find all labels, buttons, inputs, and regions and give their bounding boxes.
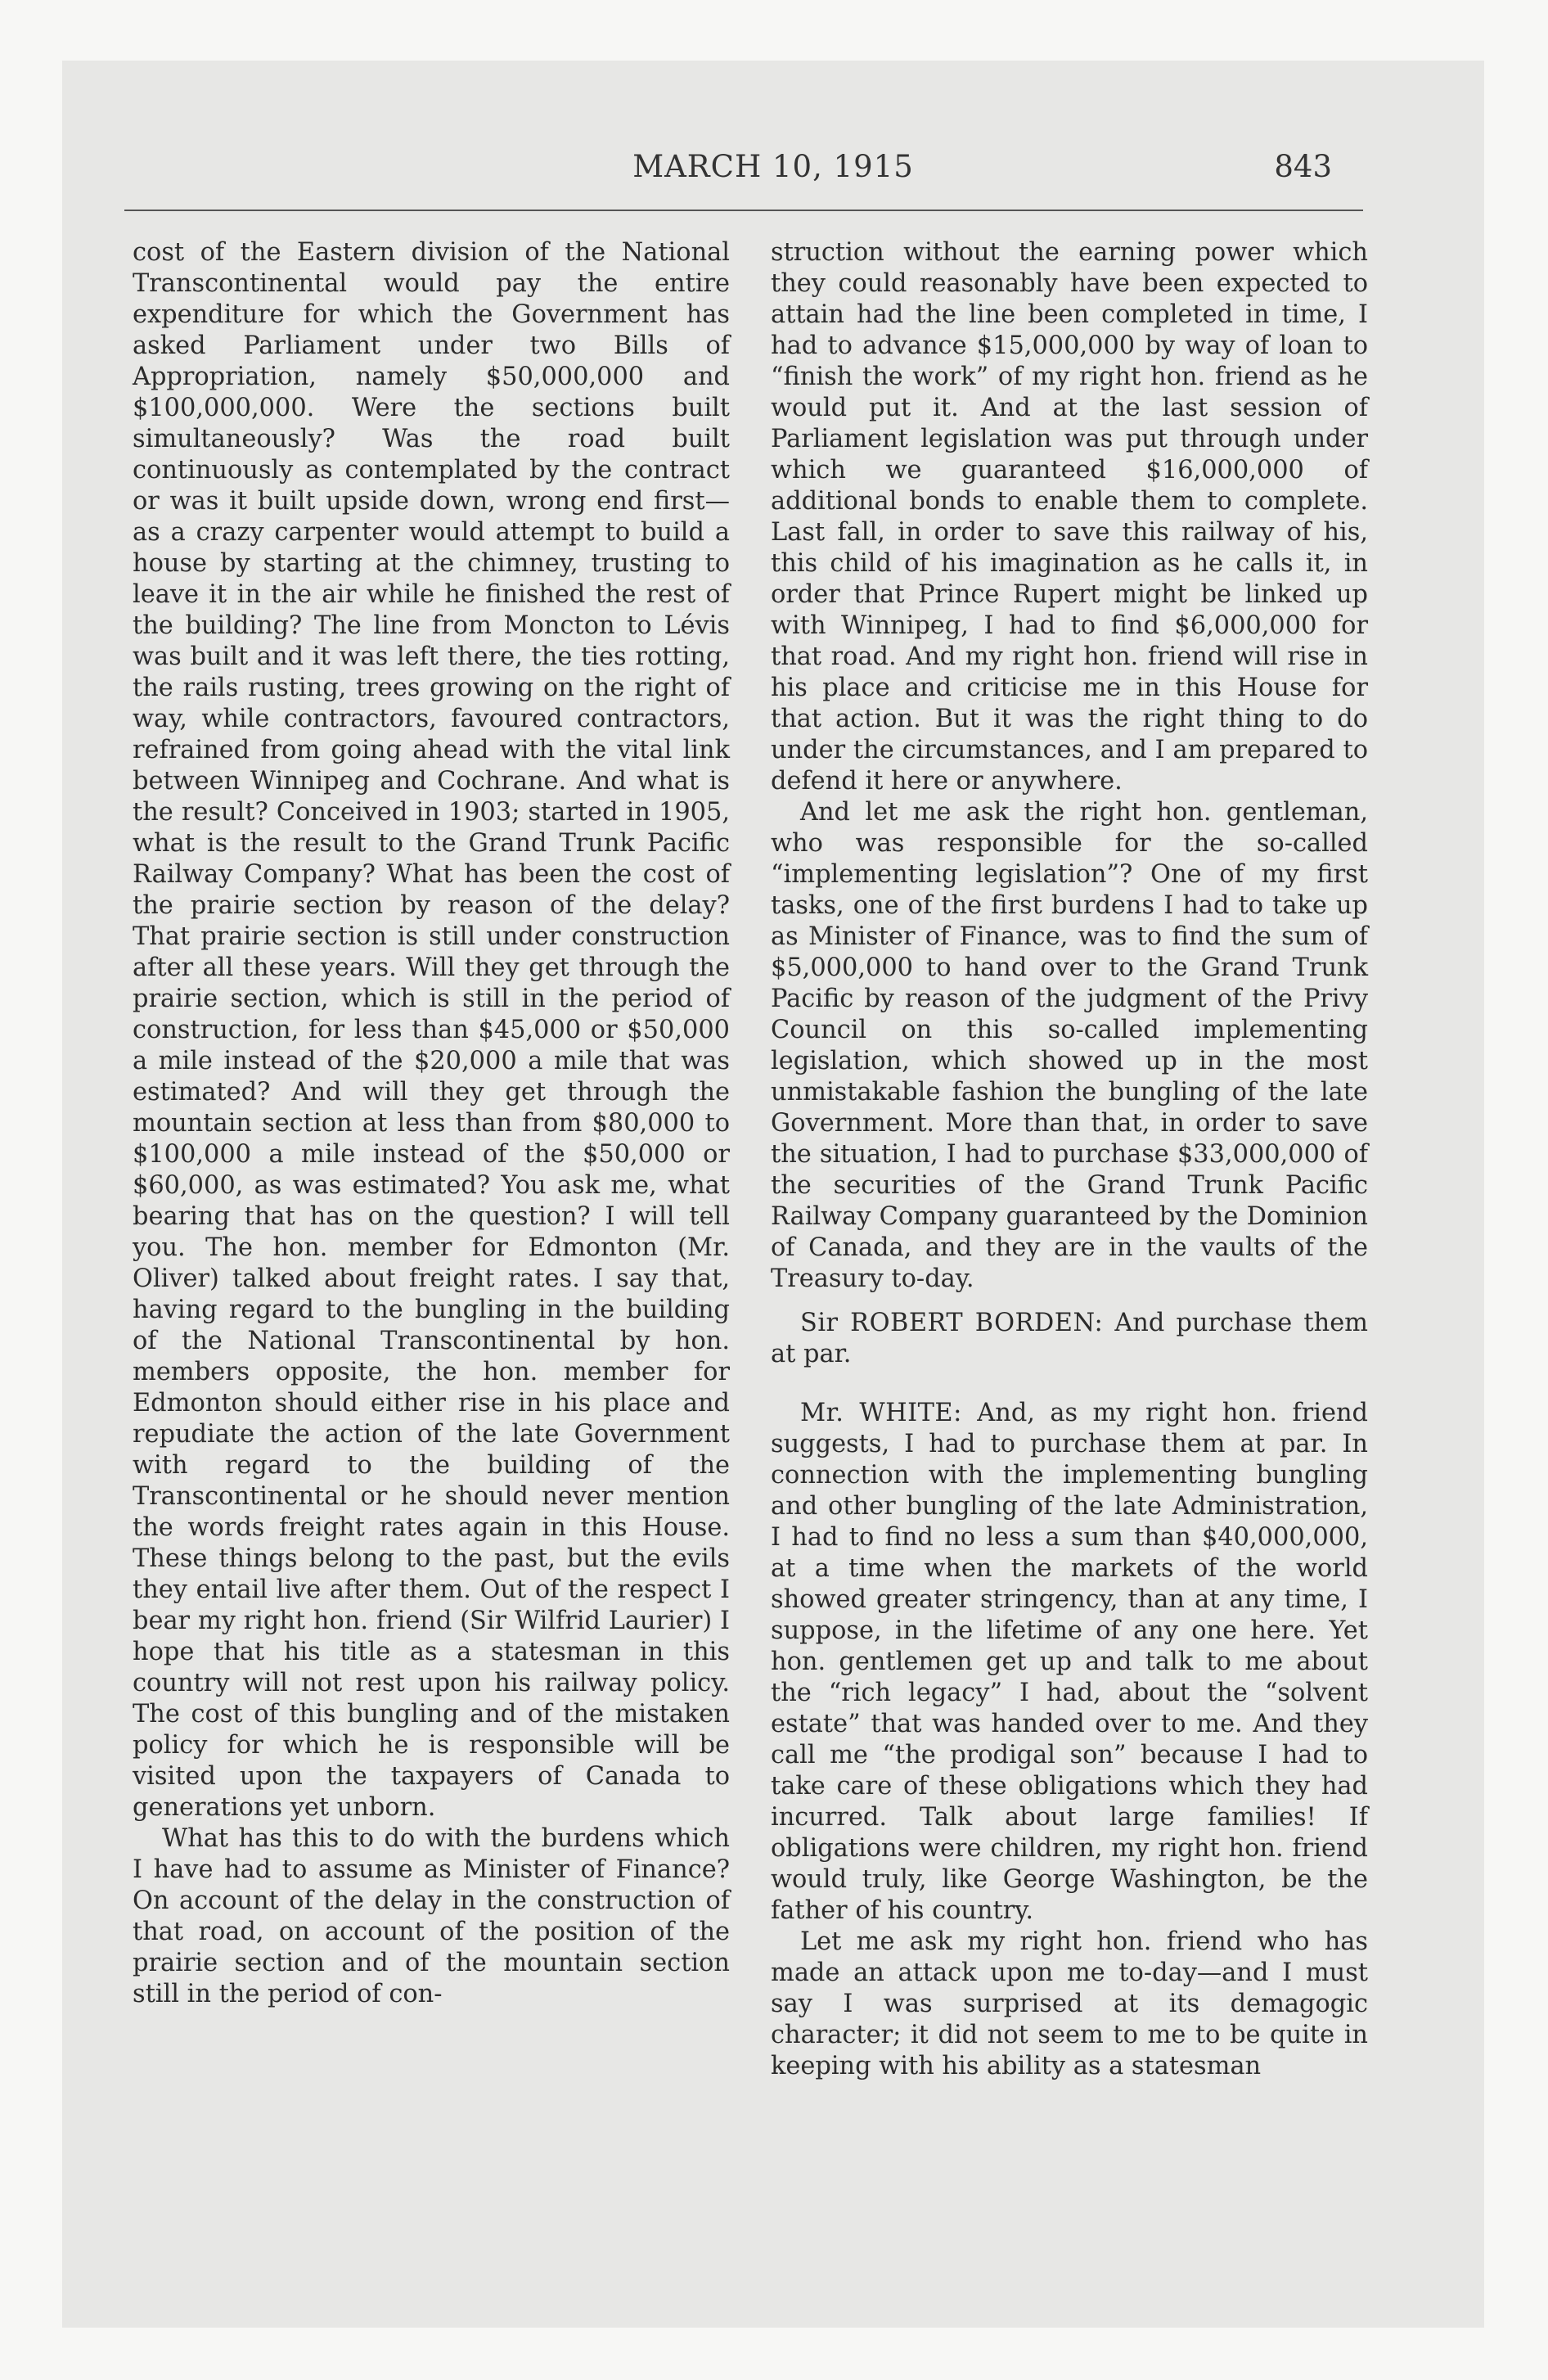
page: [62, 61, 1484, 2328]
paragraph: cost of the Eastern division of the National Transcontinental would pay the entire expenditure for which the Government has asked Parliament under two Bills of Appropriation, namely $50,000,000 and $100,000,000. Were the sections built simultaneously? Was the road built continuously as contemplated by the contract or was it built upside down, wrong end first—as a crazy carpenter would attempt to build a house by starting at the chimney, trusting to leave it in the air while he finished the rest of the building? The line from Moncton to Lévis was built and it was left there, the ties rotting, the rails rusting, trees growing on the right of way, while contractors, favoured contractors, refrained from going ahead with the vital link between Winnipeg and Cochrane. And what is the result? Conceived in 1903; started in 1905, what is the result to the Grand Trunk Pacific Railway Company? What has been the cost of the prairie section by reason of the delay? That prairie section is still under construction after all these years. Will they get through the prairie section, which is still in the period of construction, for less than $45,000 or $50,000 a mile instead of the $20,000 a mile that was estimated? And will they get through the mountain section at less than from $80,000 to $100,000 a mile instead of the $50,000 or $60,000, as was estimated? You ask me, what bearing that has on the question? I will tell you. The hon. member for Edmonton (Mr. Oliver) talked about freight rates. I say that, having regard to the bungling in the building of the National Transcontinental by hon. members opposite, the hon. member for Edmonton should either rise in his place and repudiate the action of the late Government with regard to the building of the Transcontinental or he should never mention the words freight rates again in this House. These things belong to the past, but the evils they entail live after them. Out of the respect I bear my right hon. friend (Sir Wilfrid Laurier) I hope that his title as a statesman in this country will not rest upon his railway policy. The cost of this bungling and of the mistaken policy for which he is responsible will be visited upon the taxpayers of Canada to generations yet unborn.: [133, 238, 730, 1822]
speech-text: And, as my right hon. friend suggests, I had to purchase them at par. In connection with the implementing bungling and other bungling of the late Administration, I had to find no less a sum than $40,000,000, at a time when the markets of the world showed greater stringency, than at any time, I suppose, in the lifetime of any one here. Yet hon. gentlemen get up and talk to me about the “rich legacy” I had, about the “solvent estate” that was handed over to me. And they call me “the prodigal son” because I had to take care of these obligations which they had incurred. Talk about large families! If obligations were children, my right hon. friend would truly, like George Washington, be the father of his country.: [771, 1399, 1368, 1925]
speaker-name: Sir ROBERT BORDEN:: [800, 1309, 1104, 1337]
right-column: [771, 237, 1368, 2082]
header-rule: [124, 210, 1363, 211]
paragraph: struction without the earning power which they could reasonably have been expected to attain had the line been completed in time, I had to advance $15,000,000 by way of loan to “finish the work” of my right hon. friend as he would put it. And at the last session of Parliament legislation was put through under which we guaranteed $16,000,000 of additional bonds to enable them to complete. Last fall, in order to save this railway of his, this child of his imagination as he calls it, in order that Prince Rupert might be linked up with Winnipeg, I had to find $6,000,000 for that road. And my right hon. friend will rise in his place and criticise me in this House for that action. But it was the right thing to do under the circumstances, and I am prepared to defend it here or anywhere.: [771, 238, 1368, 796]
paragraph: What has this to do with the burdens which I have had to assume as Minister of Finance? On account of the delay in the construction of that road, on account of the position of the prairie section and of the mountain section still in the period of con-: [133, 1824, 730, 2008]
page-number: 843: [1274, 149, 1332, 184]
speaker-paragraph: [771, 1398, 1368, 1927]
speech-text: And purchase them at par.: [771, 1309, 1368, 1368]
left-column: [133, 237, 730, 2010]
speaker-paragraph: [771, 1308, 1368, 1370]
paragraph: Let me ask my right hon. friend who has made an attack upon me to-day—and I must say I was surprised at its demagogic character; it did not seem to me to be quite in keeping with his ability as a statesman: [771, 1927, 1368, 2080]
running-head: [62, 149, 1484, 190]
paragraph: And let me ask the right hon. gentleman, who was responsible for the so-called “implementing legislation”? One of my first tasks, one of the first burdens I had to take up as Minister of Finance, was to find the sum of $5,000,000 to hand over to the Grand Trunk Pacific by reason of the judgment of the Privy Council on this so-called implementing legislation, which showed up in the most unmistakable fashion the bungling of the late Government. More than that, in order to save the situation, I had to purchase $33,000,000 of the securities of the Grand Trunk Pacific Railway Company guaranteed by the Dominion of Canada, and they are in the vaults of the Treasury to-day.: [771, 798, 1368, 1293]
page-date-heading: MARCH 10, 1915: [632, 149, 914, 184]
speaker-name: Mr. WHITE:: [800, 1399, 962, 1427]
